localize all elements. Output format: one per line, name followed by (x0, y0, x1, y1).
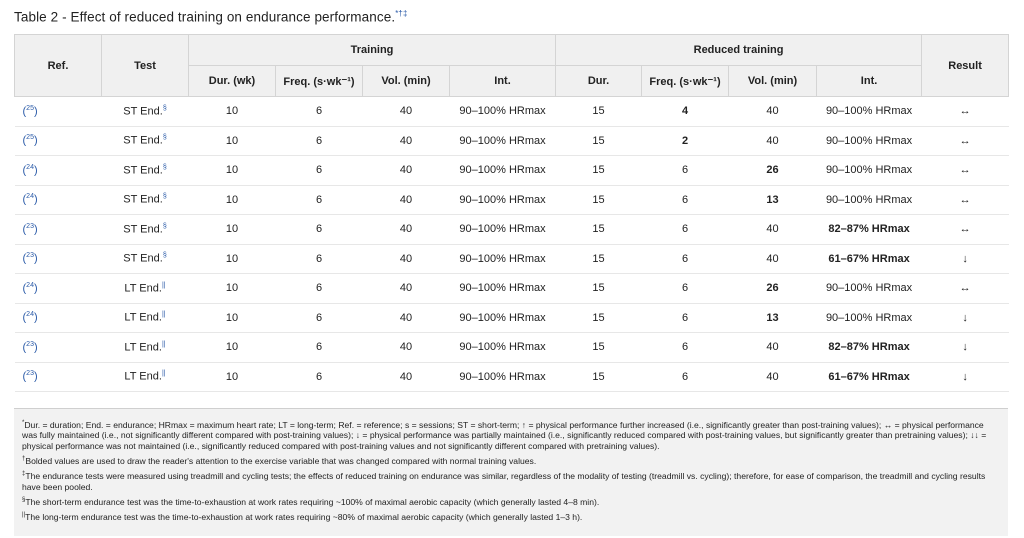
test-cell: ST End.§ (102, 156, 189, 186)
cell-freq: 6 (276, 362, 363, 392)
cell-rvol: 40 (729, 362, 817, 392)
result-cell: ↔ (922, 156, 1009, 186)
cell-rdur: 15 (556, 126, 642, 156)
ref-cell[interactable]: ($^{25}$) (15, 126, 102, 156)
col-header-reduced-int: Int. (817, 66, 922, 97)
result-cell: ↔ (922, 126, 1009, 156)
cell-rint: 90–100% HRmax (817, 156, 922, 186)
cell-freq: 6 (276, 244, 363, 274)
cell-rdur: 15 (556, 274, 642, 304)
cell-int: 90–100% HRmax (450, 156, 556, 186)
cell-vol: 40 (363, 274, 450, 304)
cell-rdur: 15 (556, 185, 642, 215)
cell-rfreq: 6 (642, 303, 729, 333)
test-cell: LT End.|| (102, 303, 189, 333)
footnote: §The short-term endurance test was the time-to-exhaustion at work rates requiring ~100% of maximal aerobic capacity (which generally lasted 4–8 min). (22, 496, 600, 507)
ref-cell[interactable]: ($^{24}$) (15, 303, 102, 333)
cell-dur: 10 (189, 362, 276, 392)
cell-dur: 10 (189, 244, 276, 274)
cell-freq: 6 (276, 215, 363, 245)
cell-vol: 40 (363, 215, 450, 245)
cell-rfreq: 6 (642, 215, 729, 245)
test-cell: ST End.§ (102, 185, 189, 215)
ref-cell[interactable]: ($^{24}$) (15, 274, 102, 304)
cell-rdur: 15 (556, 97, 642, 127)
cell-rdur: 15 (556, 362, 642, 392)
cell-freq: 6 (276, 185, 363, 215)
col-header-int: Int. (450, 66, 556, 97)
cell-rvol: 13 (729, 185, 817, 215)
col-header-reduced-vol: Vol. (min) (729, 66, 817, 97)
cell-rfreq: 2 (642, 126, 729, 156)
cell-rdur: 15 (556, 303, 642, 333)
ref-cell[interactable]: ($^{23}$) (15, 333, 102, 363)
cell-rfreq: 6 (642, 156, 729, 186)
cell-rint: 90–100% HRmax (817, 303, 922, 333)
cell-rint: 90–100% HRmax (817, 126, 922, 156)
cell-rfreq: 6 (642, 333, 729, 363)
cell-rvol: 40 (729, 126, 817, 156)
cell-freq: 6 (276, 333, 363, 363)
cell-rint: 61–67% HRmax (817, 362, 922, 392)
test-cell: LT End.|| (102, 333, 189, 363)
table-row (15, 362, 1009, 392)
cell-vol: 40 (363, 185, 450, 215)
test-cell: ST End.§ (102, 244, 189, 274)
cell-rdur: 15 (556, 156, 642, 186)
cell-rfreq: 6 (642, 362, 729, 392)
col-header-vol: Vol. (min) (363, 66, 450, 97)
cell-int: 90–100% HRmax (450, 185, 556, 215)
cell-rvol: 26 (729, 274, 817, 304)
cell-int: 90–100% HRmax (450, 97, 556, 127)
table-row (15, 333, 1009, 363)
cell-rint: 90–100% HRmax (817, 185, 922, 215)
result-cell: ↓ (922, 244, 1009, 274)
footnote: *Dur. = duration; End. = endurance; HRmax = maximum heart rate; LT = long-term; Ref. = reference; s = sessions; ST = short-term; ↑ = physical performance further increased (i.e., significantly greater than post-training values); ↔ = physical performance was fully maintained (i.e., not significantly different compared with post-training values); ↓ = physical performance was partially maintained (i.e., significantly reduced compared with post-training values, but significantly greater than pretraining values); ↓↓ = physical performance was not maintained (i.e., significantly reduced compared with post-training values and not significantly different compared with pretraining values). (22, 419, 987, 451)
cell-rint: 90–100% HRmax (817, 274, 922, 304)
cell-dur: 10 (189, 126, 276, 156)
result-cell: ↔ (922, 274, 1009, 304)
cell-rdur: 15 (556, 244, 642, 274)
test-cell: ST End.§ (102, 126, 189, 156)
cell-int: 90–100% HRmax (450, 274, 556, 304)
cell-rfreq: 4 (642, 97, 729, 127)
cell-int: 90–100% HRmax (450, 215, 556, 245)
cell-dur: 10 (189, 156, 276, 186)
table-title (14, 4, 408, 24)
col-header-test: Test (102, 35, 189, 97)
table-row (15, 244, 1009, 274)
ref-cell[interactable]: ($^{24}$) (15, 185, 102, 215)
table-row (15, 126, 1009, 156)
title-footnote-marks[interactable]: *†‡ (395, 9, 408, 18)
table-row (15, 97, 1009, 127)
cell-vol: 40 (363, 303, 450, 333)
cell-dur: 10 (189, 97, 276, 127)
cell-vol: 40 (363, 156, 450, 186)
cell-dur: 10 (189, 185, 276, 215)
result-cell: ↓ (922, 362, 1009, 392)
cell-dur: 10 (189, 215, 276, 245)
cell-freq: 6 (276, 126, 363, 156)
cell-vol: 40 (363, 126, 450, 156)
result-cell: ↓ (922, 303, 1009, 333)
cell-rvol: 40 (729, 215, 817, 245)
table-row (15, 156, 1009, 186)
cell-rvol: 13 (729, 303, 817, 333)
cell-rfreq: 6 (642, 274, 729, 304)
test-cell: LT End.|| (102, 274, 189, 304)
cell-freq: 6 (276, 303, 363, 333)
test-cell: ST End.§ (102, 97, 189, 127)
ref-cell[interactable]: ($^{23}$) (15, 215, 102, 245)
cell-vol: 40 (363, 333, 450, 363)
reduced-training-table (14, 34, 1009, 392)
ref-cell[interactable]: ($^{25}$) (15, 97, 102, 127)
cell-rdur: 15 (556, 333, 642, 363)
footnote: ||The long-term endurance test was the time-to-exhaustion at work rates requiring ~80% of maximal aerobic capacity (which generally lasted 1–3 h). (22, 512, 583, 523)
table-footnotes (14, 408, 1008, 536)
result-cell: ↔ (922, 185, 1009, 215)
cell-rdur: 15 (556, 215, 642, 245)
footnote: †Bolded values are used to draw the reader's attention to the exercise variable that was changed compared with normal training values. (22, 455, 537, 466)
table-title-text: Table 2 - Effect of reduced training on endurance performance. (14, 9, 396, 25)
cell-rint: 90–100% HRmax (817, 97, 922, 127)
table-row (15, 274, 1009, 304)
cell-dur: 10 (189, 274, 276, 304)
cell-freq: 6 (276, 274, 363, 304)
cell-dur: 10 (189, 333, 276, 363)
cell-rfreq: 6 (642, 185, 729, 215)
header-row-groups (15, 35, 1009, 66)
table-row (15, 303, 1009, 333)
cell-int: 90–100% HRmax (450, 303, 556, 333)
result-cell: ↔ (922, 97, 1009, 127)
table-row (15, 215, 1009, 245)
group-header-training: Training (189, 35, 556, 66)
col-header-freq: Freq. (s·wk⁻¹) (276, 66, 363, 97)
cell-vol: 40 (363, 97, 450, 127)
col-header-result: Result (922, 35, 1009, 97)
col-header-reduced-freq: Freq. (s·wk⁻¹) (642, 66, 729, 97)
cell-freq: 6 (276, 97, 363, 127)
cell-vol: 40 (363, 362, 450, 392)
cell-int: 90–100% HRmax (450, 126, 556, 156)
col-header-ref: Ref. (15, 35, 102, 97)
col-header-dur: Dur. (wk) (189, 66, 276, 97)
cell-rvol: 40 (729, 97, 817, 127)
cell-rint: 61–67% HRmax (817, 244, 922, 274)
footnote: ‡The endurance tests were measured using treadmill and cycling tests; the effects of reduced training on endurance was similar, regardless of the modality of testing (treadmill vs. cycling); therefore, for ease of comparison, the treadmill and cycling results have been pooled. (22, 471, 986, 492)
test-cell: ST End.§ (102, 215, 189, 245)
cell-rvol: 40 (729, 333, 817, 363)
cell-rint: 82–87% HRmax (817, 333, 922, 363)
cell-rvol: 26 (729, 156, 817, 186)
cell-rvol: 40 (729, 244, 817, 274)
cell-int: 90–100% HRmax (450, 333, 556, 363)
result-cell: ↓ (922, 333, 1009, 363)
group-header-reduced-training: Reduced training (556, 35, 922, 66)
cell-vol: 40 (363, 244, 450, 274)
table-row (15, 185, 1009, 215)
cell-freq: 6 (276, 156, 363, 186)
cell-int: 90–100% HRmax (450, 362, 556, 392)
ref-cell[interactable]: ($^{24}$) (15, 156, 102, 186)
result-cell: ↔ (922, 215, 1009, 245)
ref-cell[interactable]: ($^{23}$) (15, 362, 102, 392)
cell-rfreq: 6 (642, 244, 729, 274)
test-cell: LT End.|| (102, 362, 189, 392)
cell-dur: 10 (189, 303, 276, 333)
cell-rint: 82–87% HRmax (817, 215, 922, 245)
ref-cell[interactable]: ($^{23}$) (15, 244, 102, 274)
col-header-reduced-dur: Dur. (556, 66, 642, 97)
cell-int: 90–100% HRmax (450, 244, 556, 274)
